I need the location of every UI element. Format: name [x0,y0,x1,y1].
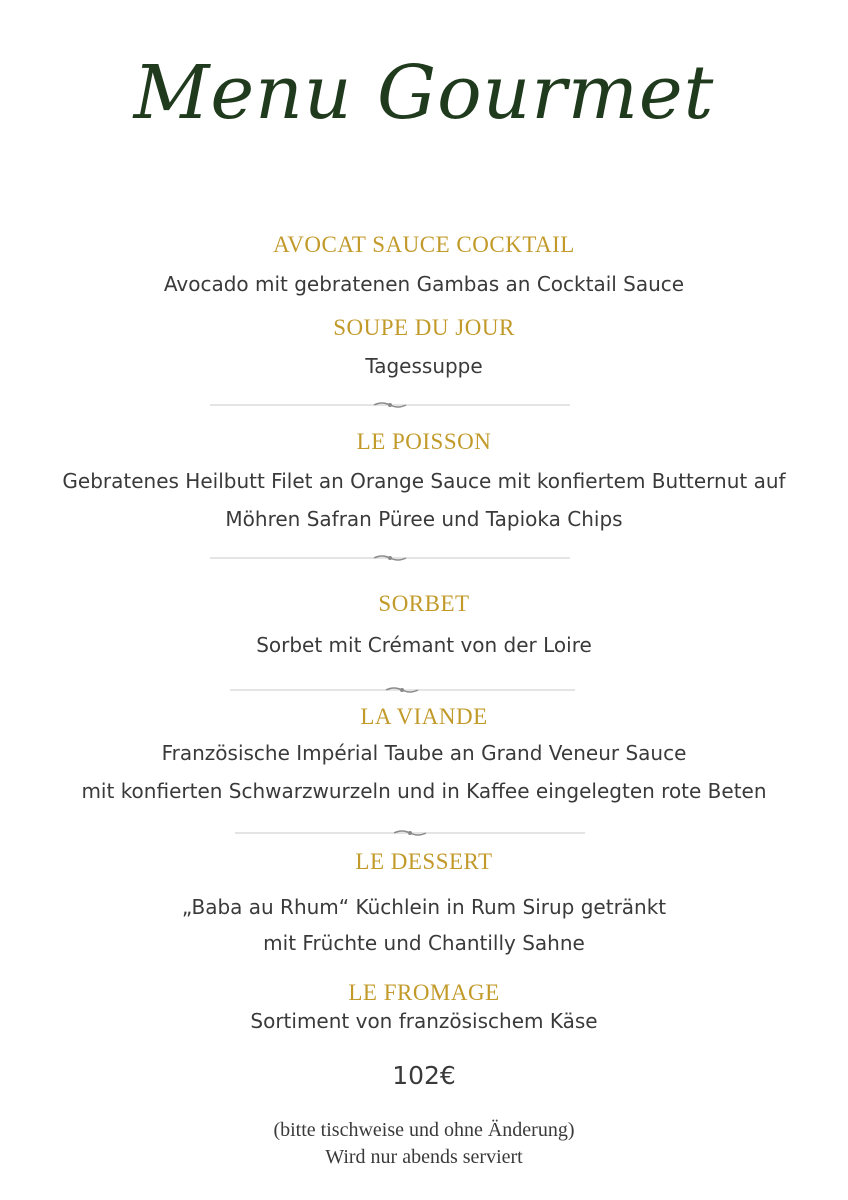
course-heading-soupe: SOUPE DU JOUR [333,315,515,340]
menu-price: 102€ [392,1061,456,1090]
course-description-sorbet: Sorbet mit Crémant von der Loire [256,633,592,657]
ornamental-divider [230,685,575,695]
course-heading-avocat: AVOCAT SAUCE COCKTAIL [273,232,575,257]
course-description-viande-line2: mit konfierten Schwarzwurzeln und in Kaffee eingelegten rote Beten [81,779,767,803]
course-description-poisson-line2: Möhren Safran Püree und Tapioka Chips [225,507,623,531]
course-description-viande-line1: Französische Impérial Taube an Grand Veneur Sauce [161,741,687,765]
ornamental-divider [210,400,570,410]
course-heading-sorbet: SORBET [378,591,470,616]
course-heading-fromage: LE FROMAGE [348,980,500,1005]
course-description-dessert-line1: „Baba au Rhum“ Küchlein in Rum Sirup getränkt [181,895,667,919]
menu-title: Menu Gourmet [133,50,715,136]
course-description-poisson-line1: Gebratenes Heilbutt Filet an Orange Sauce mit konfiertem Butternut auf [62,469,786,493]
course-heading-poisson: LE POISSON [356,429,492,454]
course-description-dessert-line2: mit Früchte und Chantilly Sahne [263,931,585,955]
ornamental-divider [210,553,570,563]
serving-note-line2: Wird nur abends serviert [325,1146,523,1168]
course-heading-viande: LA VIANDE [360,704,488,729]
serving-note-line1: (bitte tischweise und ohne Änderung) [273,1119,575,1141]
course-heading-dessert: LE DESSERT [355,849,493,874]
course-description-avocat: Avocado mit gebratenen Gambas an Cocktail Sauce [163,272,685,296]
ornamental-divider [235,828,585,838]
course-description-fromage: Sortiment von französischem Käse [250,1009,598,1033]
course-description-soupe: Tagessuppe [365,354,483,378]
